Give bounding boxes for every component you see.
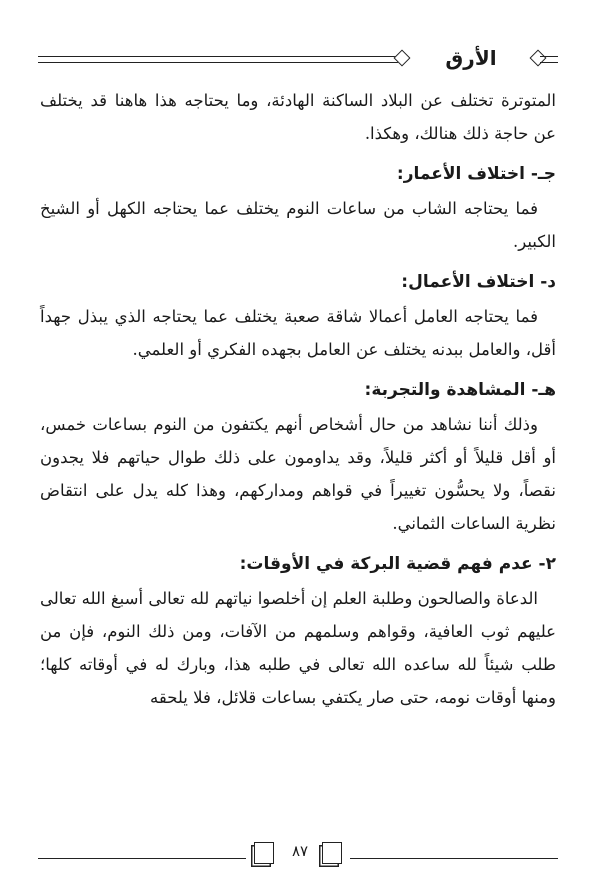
paragraph: الدعاة والصالحون وطلبة العلم إن أخلصوا نياتهم لله تعالى أسبغ الله تعالى عليهم ثوب العافية، وقواهم وسلمهم من الآفات، ومن ذلك النوم، فإن من طلب شيئاً لله ساعده الله تعالى في طلبه هذا، وبارك له في أوقاته كلها؛ ومنها أوقات نومه، حتى صار يكتفي بساعات قلائل، فلا يلحقه	[40, 589, 556, 707]
paragraph: المتوترة تختلف عن البلاد الساكنة الهادئة، وما يحتاجه هذا هاهنا قد يختلف عن حاجة ذلك هنالك، وهكذا.	[40, 91, 556, 143]
diamond-ornament-icon	[394, 50, 411, 67]
book-ornament-icon	[322, 842, 342, 864]
running-header	[38, 46, 558, 76]
section-heading: ٢- عدم فهم قضية البركة في الأوقات:	[239, 554, 556, 574]
footer-rule-left	[38, 858, 246, 859]
page-number: ٨٧	[291, 842, 309, 860]
page-footer	[38, 838, 558, 868]
section-heading: د- اختلاف الأعمال:	[401, 272, 556, 292]
footer-rule-right	[350, 858, 558, 859]
section-heading: جـ- اختلاف الأعمار:	[396, 164, 556, 184]
header-title: الأرق	[445, 46, 497, 70]
section-heading: هـ- المشاهدة والتجربة:	[364, 380, 556, 400]
book-ornament-icon	[254, 842, 274, 864]
page-body	[40, 84, 556, 714]
paragraph: فما يحتاجه العامل أعمالا شاقة صعبة يختلف عما يحتاجه الذي يبذل جهداً أقل، والعامل ببدنه يختلف عن العامل بجهده الفكري أو العلمي.	[40, 307, 556, 359]
header-rule-right	[540, 56, 558, 63]
paragraph: وذلك أننا نشاهد من حال أشخاص أنهم يكتفون من النوم بساعات خمس، أو أقل قليلاً أو أكثر قليلاً، وقد يداومون على ذلك طوال حياتهم فلا يجدون نقصاً، ولا يحسُّون تغييراً في قواهم ومداركهم، وهذا كله يدل على انتقاض نظرية الساعات الثماني.	[40, 415, 556, 533]
paragraph: فما يحتاجه الشاب من ساعات النوم يختلف عما يحتاجه الكهل أو الشيخ الكبير.	[40, 199, 556, 251]
header-rule-left	[38, 56, 398, 63]
